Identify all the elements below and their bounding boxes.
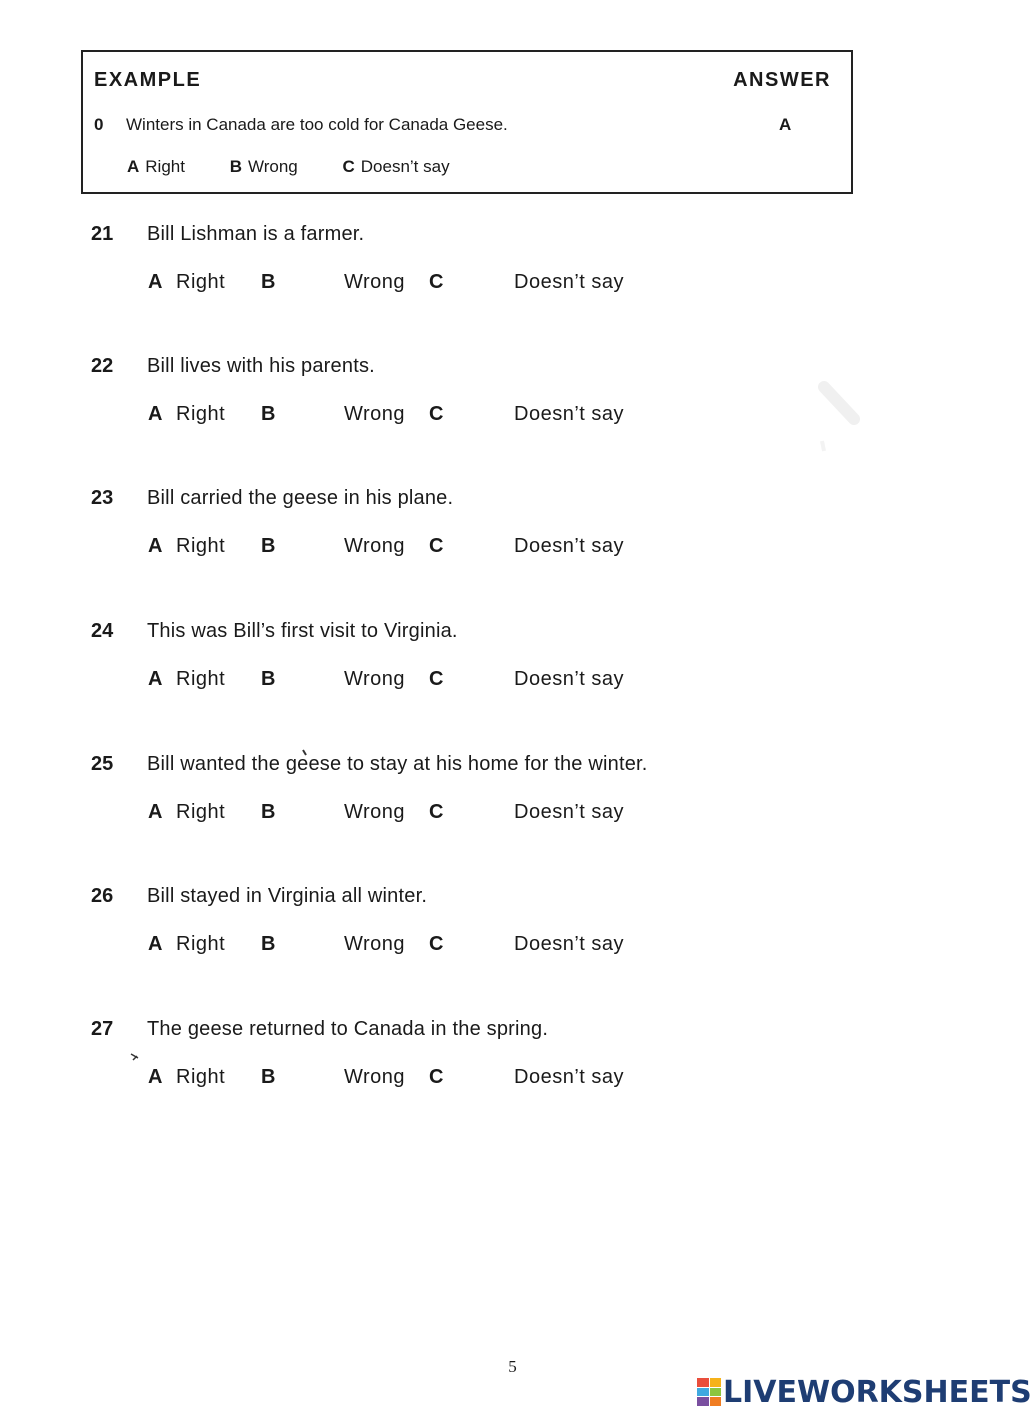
logo-square [710,1388,722,1397]
option-a-letter[interactable]: A [148,403,163,425]
example-question-text: Winters in Canada are too cold for Canada Geese. [126,115,508,134]
example-option-b: B Wrong [229,157,298,176]
option-b-letter[interactable]: B [261,801,276,823]
question-text: Bill wanted the geese to stay at his home for the winter. [147,753,648,775]
option-b-text[interactable]: Wrong [344,535,406,557]
option-b-text[interactable]: Wrong [344,668,406,690]
question-text: This was Bill’s first visit to Virginia. [147,620,458,642]
option-c-text[interactable]: Doesn’t say [514,801,624,823]
option-a-letter[interactable]: A [148,535,163,557]
option-b-text[interactable]: Wrong [344,801,406,823]
question-text: The geese returned to Canada in the spring. [147,1018,549,1040]
option-c-text[interactable]: Doesn’t say [514,403,624,425]
option-c-letter[interactable]: C [429,403,444,425]
example-answer: A [779,115,792,134]
option-a-letter[interactable]: A [148,271,163,293]
page-number: 5 [508,1357,517,1376]
option-c-text[interactable]: Doesn’t say [514,1066,624,1088]
option-a-letter[interactable]: A [148,1066,163,1088]
scan-smudge [812,375,872,455]
option-b-text[interactable]: Wrong [344,933,406,955]
question-23 [0,487,1000,597]
option-c-letter[interactable]: C [429,535,444,557]
question-text: Bill stayed in Virginia all winter. [147,885,428,907]
question-number: 22 [91,355,114,377]
question-number: 27 [91,1018,114,1040]
example-option-a: A Right [127,157,185,176]
option-a-text[interactable]: Right [176,933,226,955]
logo-square [697,1388,709,1397]
option-b-text[interactable]: Wrong [344,271,406,293]
option-c-letter[interactable]: C [429,801,444,823]
logo-square [710,1378,722,1387]
option-c-letter[interactable]: C [429,271,444,293]
option-c-letter[interactable]: C [429,933,444,955]
question-24 [0,620,1000,730]
example-options [127,157,490,177]
question-number: 26 [91,885,114,907]
example-heading: EXAMPLE [94,69,202,91]
option-a-text[interactable]: Right [176,801,226,823]
logo-square [697,1397,709,1406]
option-c-text[interactable]: Doesn’t say [514,271,624,293]
option-a-letter[interactable]: A [148,801,163,823]
question-25 [0,753,1000,863]
option-a-text[interactable]: Right [176,535,226,557]
example-box [81,50,853,194]
question-text: Bill Lishman is a farmer. [147,223,365,245]
stray-mark [128,1050,144,1066]
example-option-c: C Doesn’t say [342,157,450,176]
option-c-letter[interactable]: C [429,668,444,690]
option-b-letter[interactable]: B [261,535,276,557]
liveworksheets-logo-icon [697,1378,721,1406]
option-a-letter[interactable]: A [148,933,163,955]
option-b-letter[interactable]: B [261,933,276,955]
question-number: 23 [91,487,114,509]
option-b-letter[interactable]: B [261,668,276,690]
question-27 [0,1018,1000,1128]
option-b-letter[interactable]: B [261,1066,276,1088]
option-b-letter[interactable]: B [261,271,276,293]
option-b-letter[interactable]: B [261,403,276,425]
question-number: 24 [91,620,114,642]
question-26 [0,885,1000,995]
option-b-text[interactable]: Wrong [344,403,406,425]
option-a-letter[interactable]: A [148,668,163,690]
logo-square [710,1397,722,1406]
option-a-text[interactable]: Right [176,668,226,690]
option-a-text[interactable]: Right [176,403,226,425]
option-c-text[interactable]: Doesn’t say [514,668,624,690]
option-c-letter[interactable]: C [429,1066,444,1088]
answer-heading: ANSWER [733,69,831,91]
option-b-text[interactable]: Wrong [344,1066,406,1088]
question-text: Bill lives with his parents. [147,355,375,377]
logo-square [697,1378,709,1387]
question-number: 21 [91,223,114,245]
stray-mark [300,748,312,760]
option-a-text[interactable]: Right [176,1066,226,1088]
brand-name: LIVEWORKSHEETS [723,1374,1032,1410]
option-c-text[interactable]: Doesn’t say [514,933,624,955]
option-c-text[interactable]: Doesn’t say [514,535,624,557]
question-text: Bill carried the geese in his plane. [147,487,454,509]
example-number: 0 [94,115,104,134]
question-number: 25 [91,753,114,775]
question-21 [0,223,1000,333]
brand-footer[interactable] [697,1374,1032,1410]
option-a-text[interactable]: Right [176,271,226,293]
